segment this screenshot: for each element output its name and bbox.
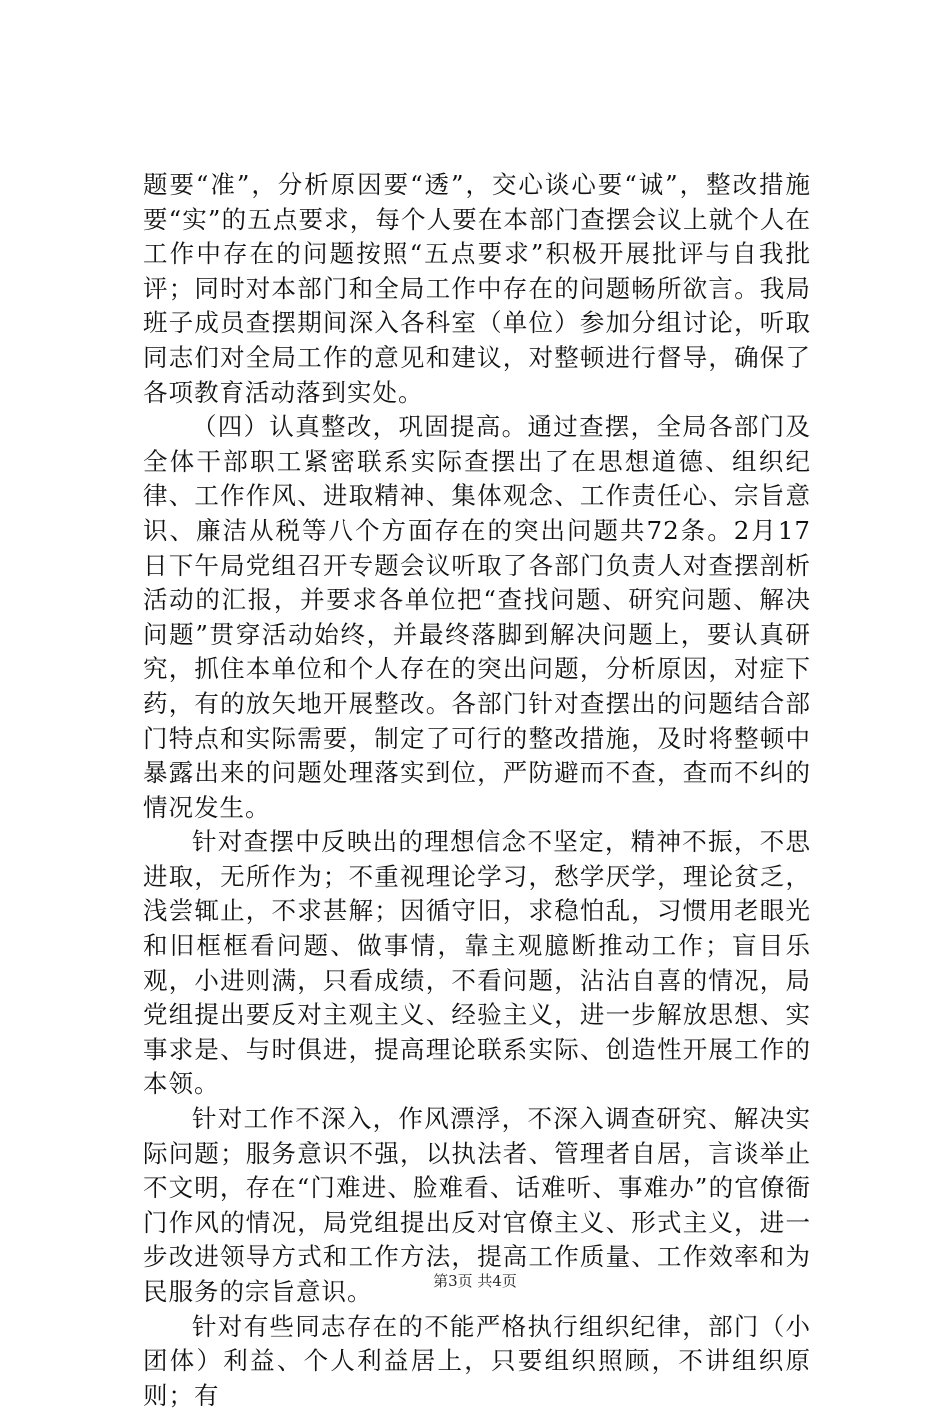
paragraph-continued: 题要“准”，分析原因要“透”，交心谈心要“诚”，整改措施要“实”的五点要求，每个人要在本部门查摆会议上就个人在工作中存在的问题按照“五点要求”积极开展批评与自我批评；同时对本部门和全局工作中存在的问题畅所欲言。我局班子成员查摆期间深入各科室（单位）参加分组讨论，听取同志们对全局工作的意见和建议，对整顿进行督导，确保了各项教育活动落到实处。 (143, 170, 811, 407)
paragraph-rectification: （四）认真整改，巩固提高。通过查摆，全局各部门及全体干部职工紧密联系实际查摆出了在思想道德、组织纪律、工作作风、进取精神、集体观念、工作责任心、宗旨意识、廉洁从税等八个方面存在的突出问题共72条。2月17日下午局党组召开专题会议听取了各部门负责人对查摆剖析活动的汇报，并要求各单位把“查找问题、研究问题、解决问题”贯穿活动始终，并最终落脚到解决问题上，要认真研究，抓住本单位和个人存在的突出问题，分析原因，对症下药，有的放矢地开展整改。各部门针对查摆出的问题结合部门特点和实际需要，制定了可行的整改措施，及时将整顿中暴露出来的问题处理落实到位，严防避而不查，查而不纠的情况发生。 (143, 412, 811, 822)
paragraph-work-style: 针对工作不深入，作风漂浮，不深入调查研究、解决实际问题；服务意识不强，以执法者、管理者自居，言谈举止不文明，存在“门难进、脸难看、话难听、事难办”的官僚衙门作风的情况，局党组提出反对官僚主义、形式主义，进一步改进领导方式和工作方法，提高工作质量、工作效率和为民服务的宗旨意识。 (143, 1104, 811, 1306)
paragraph-ideals-beliefs: 针对查摆中反映出的理想信念不坚定，精神不振，不思进取，无所作为；不重视理论学习，愁学厌学，理论贫乏，浅尝辄止，不求甚解；因循守旧，求稳怕乱，习惯用老眼光和旧框框看问题、做事情，靠主观臆断推动工作；盲目乐观，小进则满，只看成绩，不看问题，沾沾自喜的情况，局党组提出要反对主观主义、经验主义，进一步解放思想、实事求是、与时俱进，提高理论联系实际、创造性开展工作的本领。 (143, 827, 811, 1099)
document-body (143, 168, 811, 1413)
paragraph-organizational-discipline: 针对有些同志存在的不能严格执行组织纪律，部门（小团体）利益、个人利益居上，只要组织照顾，不讲组织原则；有 (143, 1311, 811, 1410)
page-footer: 第3页 共4页 (433, 1272, 517, 1290)
